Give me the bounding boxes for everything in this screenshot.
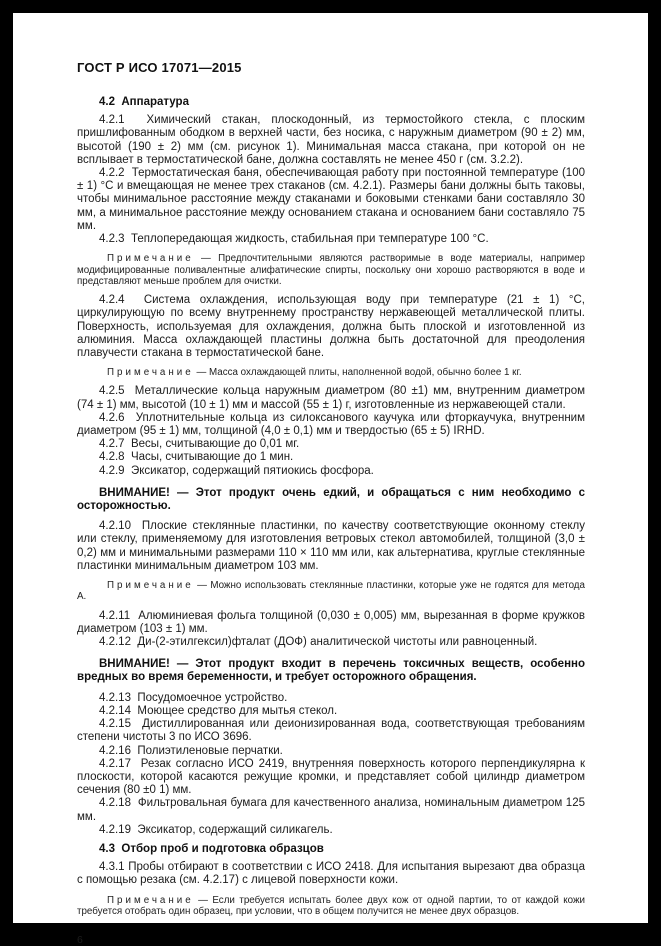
note-paragraph: [77, 253, 585, 287]
body-paragraph: 4.2.3 Теплопередающая жидкость, стабильная при температуре 100 °С.: [99, 233, 489, 246]
body-paragraph: 4.2.6 Уплотнительные кольца из силоксанового каучука или фторкаучука, внутренним диаметром (95 ± 1) мм, толщиной (4,0 ± 0,1) мм и твердостью (65 ± 5) IRHD.: [77, 411, 585, 438]
note-paragraph: [77, 367, 585, 378]
body-paragraph: 4.2.2 Термостатическая баня, обеспечивающая работу при постоянной температуре (100 ± 1) °С и вмещающая не менее трех стаканов (см. 4.2.1). Размеры бани должны быть таковы, чтобы минимальное расстояние между стаканами и боковыми стенками бани составляло 30 мм, а минимальное расстояние между основанием стакана и основанием бани составляло 75 мм.: [77, 167, 585, 232]
body-paragraph: 4.2.12 Ди-(2-этилгексил)фталат (ДОФ) аналитической чистоты или равноценный.: [99, 636, 538, 649]
body-paragraph: 4.2.8 Часы, считывающие до 1 мин.: [99, 451, 294, 464]
note-text: — Можно использовать стеклянные пластинки, которые уже не годятся для метода А.: [77, 580, 585, 603]
body-paragraph: 4.2.18 Фильтровальная бумага для качественного анализа, номинальным диаметром 125 мм.: [77, 797, 585, 823]
note-text: — Предпочтительными являются растворимые в воде материалы, например модифицированные поливалентные алифатические спирты, поскольку они хорошо растворяются в воде и представляют меньше проблем для очистки.: [77, 253, 585, 287]
warning-paragraph: ВНИМАНИЕ! — Этот продукт входит в перечень токсичных веществ, особенно вредных во время беременности, и требует осторожного обращения.: [77, 658, 585, 684]
document-header-standard-number: ГОСТ Р ИСО 17071—2015: [77, 60, 242, 75]
body-paragraph: 4.2.11 Алюминиевая фольга толщиной (0,030 ± 0,005) мм, вырезанная в форме кружков диаметром (103 ± 1) мм.: [77, 609, 585, 635]
page-number: 6: [77, 934, 83, 946]
body-paragraph: 4.2.4 Система охлаждения, использующая воду при температуре (21 ± 1) °С, циркулирующую по всему внутреннему пространству нержавеющей металлической плиты. Поверхность, используемая для охлаждения, должна быть плоской и изготовленной из алюминия. Масса охлаждающей пластины должна быть достаточной для преодоления плавучести стакана в термостатической бане.: [77, 294, 585, 359]
body-paragraph: 4.2.16 Полиэтиленовые перчатки.: [99, 744, 283, 757]
note-paragraph: [77, 580, 585, 603]
body-paragraph: 4.2.9 Эксикатор, содержащий пятиокись фосфора.: [99, 464, 374, 477]
body-paragraph: 4.2.1 Химический стакан, плоскодонный, из термостойкого стекла, с плоским пришлифованным ободком в верхней части, без носика, с наружным диаметром (90 ± 2) мм, высотой (190 ± 2) мм (см. рисунок 1). Минимальная масса стакана, при которой он не всплывает в термостатической бане, должна составлять не менее 450 г (см. 3.2.2).: [77, 114, 585, 166]
document-content: [77, 96, 585, 917]
body-paragraph: 4.2.19 Эксикатор, содержащий силикагель.: [99, 823, 333, 836]
note-label: Примечание: [107, 580, 194, 592]
body-paragraph: 4.3.1 Пробы отбирают в соответствии с ИСО 2418. Для испытания вырезают два образца с помощью резака (см. 4.2.17) с лицевой поверхности кожи.: [77, 861, 585, 887]
body-paragraph: 4.2.17 Резак согласно ИСО 2419, внутренняя поверхность которого перпендикулярна к плоскости, которой касаются режущие кромки, и представляет собой цилиндр диаметром сечения (80 ±0 1) мм.: [77, 757, 585, 797]
section-heading: 4.2 Аппаратура: [99, 96, 189, 108]
body-paragraph: 4.2.7 Весы, считывающие до 0,01 мг.: [99, 438, 300, 451]
warning-paragraph: ВНИМАНИЕ! — Этот продукт очень едкий, и обращаться с ним необходимо с осторожностью.: [77, 486, 585, 513]
note-label: Примечание: [107, 894, 194, 906]
body-paragraph: 4.2.10 Плоские стеклянные пластинки, по качеству соответствующие оконному стеклу или стеклу, применяемому для изготовления ветровых стекол автомобилей, толщиной (3,0 ± 0,2) мм и минимальными размерами 110 × 110 мм или, как альтернатива, круглые стеклянные пластинки минимальным диаметром 103 мм.: [77, 520, 585, 572]
note-paragraph: [77, 895, 585, 918]
note-text: — Масса охлаждающей плиты, наполненной водой, обычно более 1 кг.: [196, 367, 522, 379]
note-label: Примечание: [107, 253, 194, 265]
body-paragraph: 4.2.5 Металлические кольца наружным диаметром (80 ±1) мм, внутренним диаметром (74 ± 1) мм, высотой (10 ± 1) мм и массой (55 ± 1) г, изготовленные из нержавеющей стали.: [77, 385, 585, 411]
note-label: Примечание: [107, 367, 194, 379]
note-text: — Если требуется испытать более двух кож от одной партии, то от каждой кожи требуется отобрать один образец, при условии, что в общем получится не менее двух образцов.: [77, 894, 585, 917]
body-paragraph: 4.2.14 Моющее средство для мытья стекол.: [99, 704, 338, 717]
section-heading: 4.3 Отбор проб и подготовка образцов: [99, 842, 324, 855]
body-paragraph: 4.2.13 Посудомоечное устройство.: [99, 691, 288, 704]
body-paragraph: 4.2.15 Дистиллированная или деионизированная вода, соответствующая требованиям степени чистоты 3 по ИСО 3696.: [77, 718, 585, 744]
document-page: [13, 13, 648, 946]
